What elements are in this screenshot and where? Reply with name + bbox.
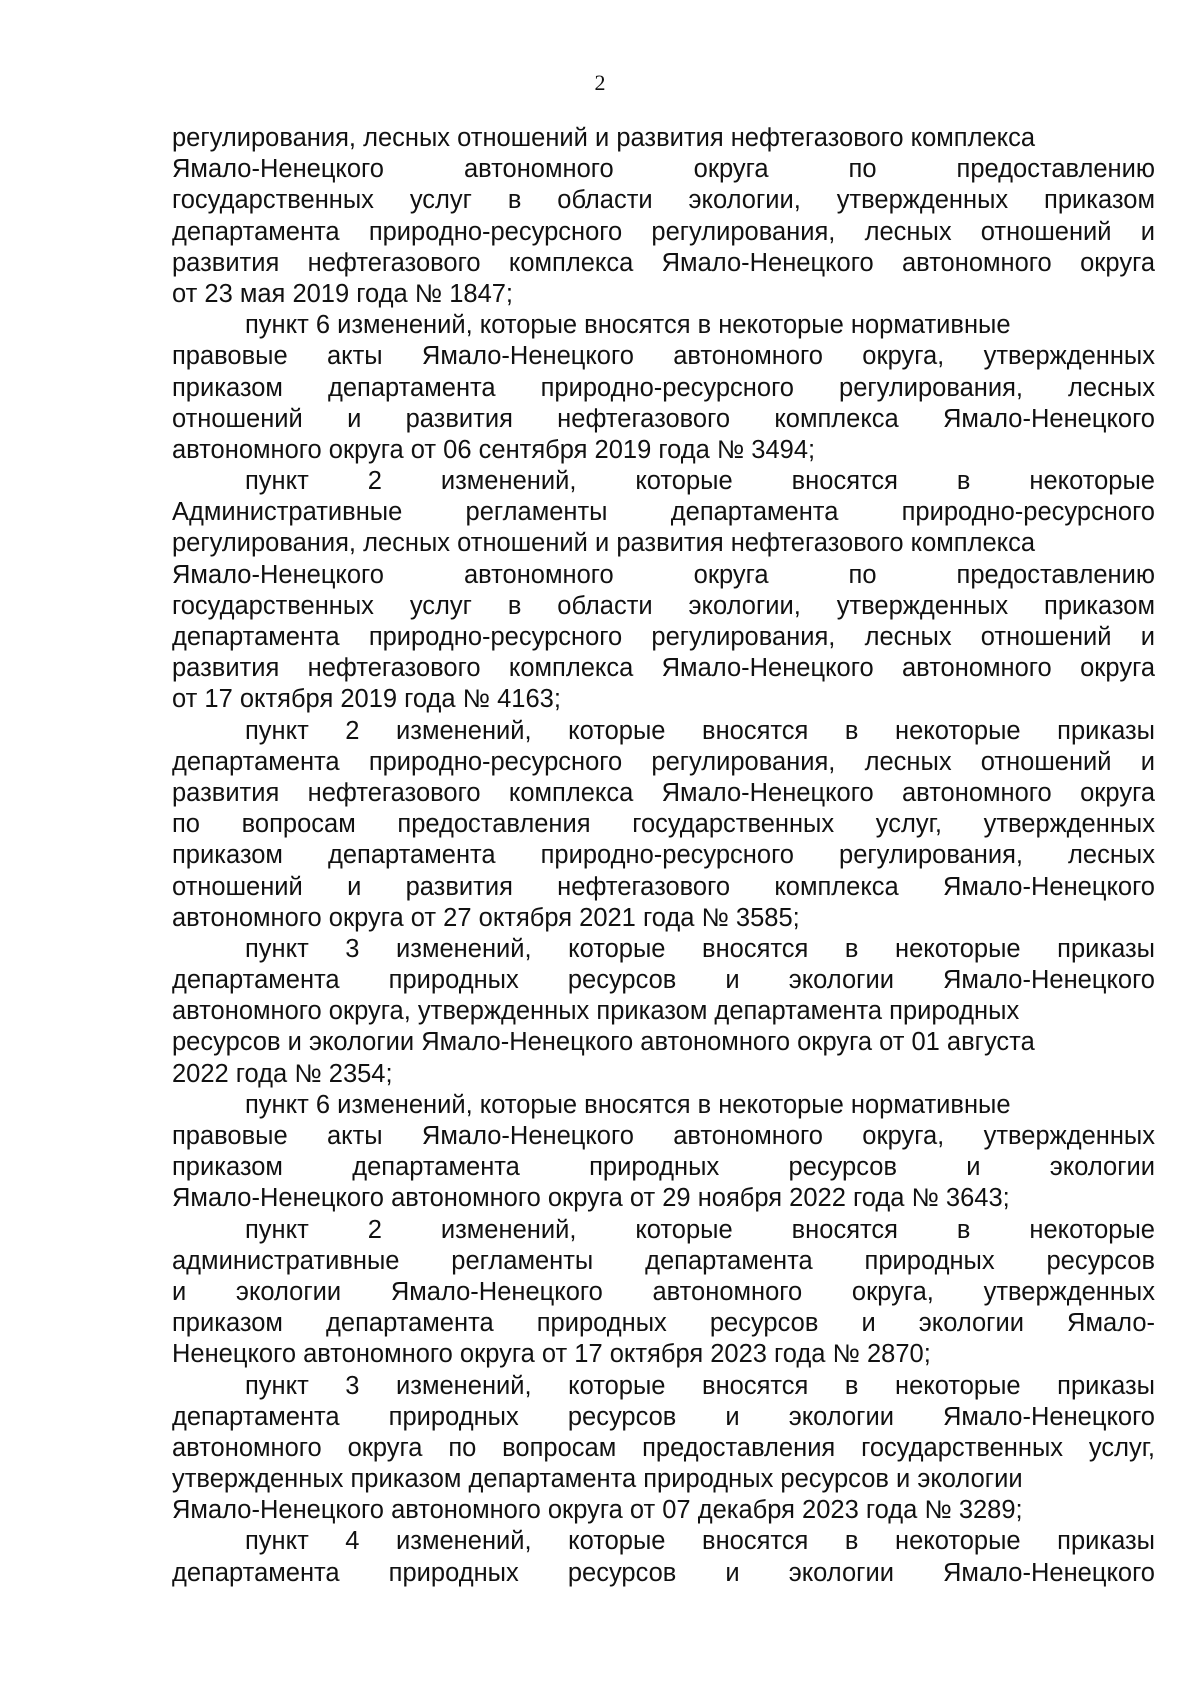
text-line: пункт 3 изменений, которые вносятся в некоторые приказы xyxy=(245,1371,1155,1400)
text-line: и экологии Ямало-Ненецкого автономного округа, утвержденных xyxy=(172,1277,1155,1306)
text-line: правовые акты Ямало-Ненецкого автономного округа, утвержденных xyxy=(172,1122,1155,1150)
text-line: автономного округа по вопросам предоставления государственных услуг, xyxy=(172,1433,1155,1462)
text-line: ресурсов и экологии Ямало-Ненецкого автономного округа от 01 августа xyxy=(172,1028,1035,1057)
text-line: приказом департамента природных ресурсов и экологии Ямало- xyxy=(172,1309,1155,1338)
text-line: Ямало-Ненецкого автономного округа по предоставлению xyxy=(172,560,1155,589)
text-line: пункт 6 изменений, которые вносятся в некоторые нормативные xyxy=(245,1090,1011,1119)
text-line: государственных услуг в области экологии, утвержденных приказом xyxy=(172,591,1155,620)
text-line: пункт 2 изменений, которые вносятся в некоторые xyxy=(245,467,1155,496)
text-line: департамента природных ресурсов и экологии Ямало-Ненецкого xyxy=(172,1558,1155,1587)
text-line: Ямало-Ненецкого автономного округа от 29 ноября 2022 года № 3643; xyxy=(172,1184,1010,1213)
text-line: пункт 2 изменений, которые вносятся в некоторые xyxy=(245,1215,1155,1244)
text-line: пункт 4 изменений, которые вносятся в некоторые приказы xyxy=(245,1527,1155,1556)
text-line: Административные регламенты департамента природно-ресурсного xyxy=(172,498,1155,527)
text-line: от 17 октября 2019 года № 4163; xyxy=(172,685,561,714)
text-line: Ненецкого автономного округа от 17 октября 2023 года № 2870; xyxy=(172,1340,931,1369)
text-line: автономного округа от 27 октября 2021 года № 3585; xyxy=(172,903,800,932)
text-line: отношений и развития нефтегазового комплекса Ямало-Ненецкого xyxy=(172,404,1155,433)
text-line: пункт 3 изменений, которые вносятся в некоторые приказы xyxy=(245,934,1155,963)
text-line: департамента природно-ресурсного регулирования, лесных отношений и xyxy=(172,747,1155,776)
text-line: автономного округа от 06 сентября 2019 года № 3494; xyxy=(172,435,816,464)
text-line: 2022 года № 2354; xyxy=(172,1059,393,1088)
text-line: пункт 6 изменений, которые вносятся в некоторые нормативные xyxy=(245,311,1011,340)
text-line: департамента природных ресурсов и экологии Ямало-Ненецкого xyxy=(172,1402,1155,1431)
text-line: административные регламенты департамента природных ресурсов xyxy=(172,1246,1155,1275)
text-line: по вопросам предоставления государственных услуг, утвержденных xyxy=(172,810,1155,839)
text-line: пункт 2 изменений, которые вносятся в некоторые приказы xyxy=(245,716,1155,745)
text-line: от 23 мая 2019 года № 1847; xyxy=(172,279,514,308)
text-line: развития нефтегазового комплекса Ямало-Ненецкого автономного округа xyxy=(172,654,1155,683)
text-line: развития нефтегазового комплекса Ямало-Ненецкого автономного округа xyxy=(172,778,1155,807)
text-line: приказом департамента природных ресурсов и экологии xyxy=(172,1153,1155,1182)
text-line: приказом департамента природно-ресурсного регулирования, лесных xyxy=(172,841,1155,870)
text-line: Ямало-Ненецкого автономного округа по предоставлению xyxy=(172,155,1155,184)
text-line: автономного округа, утвержденных приказом департамента природных xyxy=(172,997,1020,1026)
text-line: приказом департамента природно-ресурсного регулирования, лесных xyxy=(172,373,1155,402)
document-body xyxy=(172,123,1155,1589)
text-line: отношений и развития нефтегазового комплекса Ямало-Ненецкого xyxy=(172,872,1155,901)
text-line: развития нефтегазового комплекса Ямало-Ненецкого автономного округа xyxy=(172,248,1155,277)
text-line: департамента природно-ресурсного регулирования, лесных отношений и xyxy=(172,623,1155,651)
text-line: Ямало-Ненецкого автономного округа от 07 декабря 2023 года № 3289; xyxy=(172,1496,1023,1525)
text-line: правовые акты Ямало-Ненецкого автономного округа, утвержденных xyxy=(172,342,1155,371)
text-line: утвержденных приказом департамента природных ресурсов и экологии xyxy=(172,1465,1023,1494)
text-line: государственных услуг в области экологии, утвержденных приказом xyxy=(172,186,1155,215)
text-line: регулирования, лесных отношений и развития нефтегазового комплекса xyxy=(172,529,1036,558)
text-line: департамента природно-ресурсного регулирования, лесных отношений и xyxy=(172,217,1155,246)
page-number: 2 xyxy=(594,70,606,95)
text-line: департамента природных ресурсов и экологии Ямало-Ненецкого xyxy=(172,966,1155,995)
text-line: регулирования, лесных отношений и развития нефтегазового комплекса xyxy=(172,124,1036,152)
